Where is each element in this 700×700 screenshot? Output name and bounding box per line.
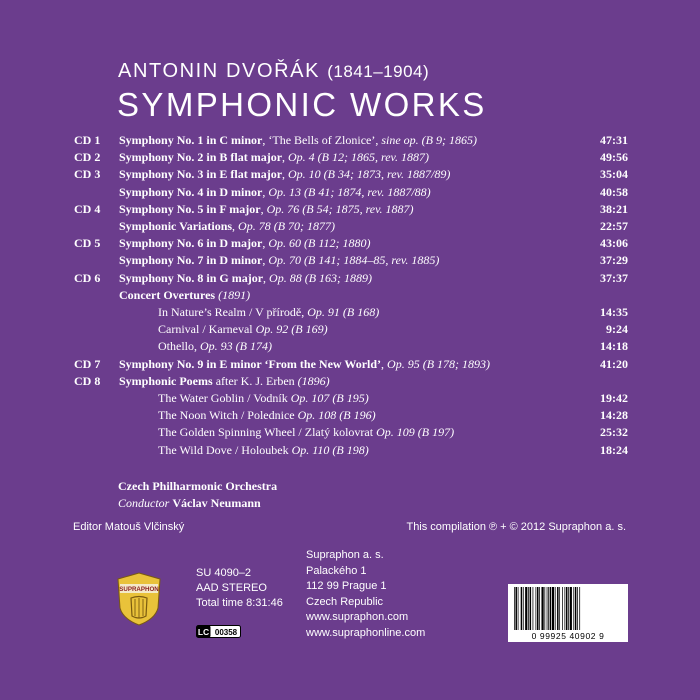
track-title-connector: , xyxy=(282,167,289,182)
track-title-line xyxy=(119,218,335,235)
track-title: The Water Goblin / Vodník xyxy=(158,391,288,405)
track-row xyxy=(74,201,628,218)
catalog-info xyxy=(196,566,283,611)
album-title: SYMPHONIC WORKS xyxy=(117,86,487,123)
track-row xyxy=(74,218,628,235)
copyright-notice: This compilation ℗ + © 2012 Supraphon a. s. xyxy=(406,521,626,533)
track-catalog-detail: Op. 93 (B 174) xyxy=(200,339,272,354)
catalog-number: SU 4090–2 xyxy=(196,567,252,579)
track-title-line xyxy=(119,270,372,287)
track-duration: 9:24 xyxy=(606,322,628,337)
track-title: Othello xyxy=(158,339,194,354)
svg-text:LC: LC xyxy=(197,627,210,637)
track-title: Symphony No. 8 in G major xyxy=(119,270,264,285)
barcode-bar xyxy=(544,587,545,630)
track-title-connector: , xyxy=(262,253,269,268)
track-title-line xyxy=(119,201,414,218)
cd-number: CD 3 xyxy=(74,167,101,182)
track-row xyxy=(74,424,628,441)
barcode-bar xyxy=(564,587,565,630)
track-duration: 38:21 xyxy=(600,201,628,216)
performer-credits xyxy=(118,478,277,512)
track-catalog-detail: Op. 107 (B 195) xyxy=(290,391,369,405)
barcode-bar xyxy=(579,587,580,630)
editor-credit: Editor Matouš Vlčinský xyxy=(73,521,185,533)
track-row xyxy=(74,270,628,287)
address-city: 112 99 Prague 1 xyxy=(306,580,387,592)
conductor-label: Conductor xyxy=(118,496,170,510)
barcode-bar xyxy=(562,587,563,630)
cd-number: CD 1 xyxy=(74,133,101,147)
track-title-line xyxy=(119,252,439,269)
track-title-line xyxy=(158,407,376,424)
track-row xyxy=(74,132,628,149)
track-catalog-detail: Op. 108 (B 196) xyxy=(297,408,376,423)
track-catalog-detail: Op. 95 (B 178; 1893) xyxy=(387,356,491,371)
barcode-bar xyxy=(570,587,572,630)
track-duration: 47:31 xyxy=(600,133,628,147)
track-title-connector: , xyxy=(301,305,308,319)
track-row xyxy=(74,252,628,269)
track-title-line xyxy=(119,356,490,373)
cd-number: CD 6 xyxy=(74,270,101,285)
website-link[interactable]: www.supraphon.com xyxy=(306,611,409,623)
barcode-bar xyxy=(518,587,519,630)
barcode-bar xyxy=(528,587,529,630)
track-title-line xyxy=(158,390,369,407)
track-title-line xyxy=(119,373,330,390)
track-title: Symphony No. 9 in E minor ‘From the New World’ xyxy=(119,356,382,371)
barcode-bar xyxy=(559,587,560,630)
barcode-bar xyxy=(530,587,531,630)
barcode-bar xyxy=(555,587,556,630)
barcode-bar xyxy=(552,587,554,630)
track-catalog-detail: Op. 110 (B 198) xyxy=(291,442,369,457)
track-title-line xyxy=(119,184,431,201)
track-catalog-detail: sine op. (B 9; 1865) xyxy=(381,133,477,147)
track-row xyxy=(74,338,628,355)
track-title-connector: , xyxy=(194,339,200,354)
track-row xyxy=(74,166,628,183)
barcode-bar xyxy=(566,587,567,630)
barcode-bar xyxy=(547,587,548,630)
track-row xyxy=(74,287,628,304)
track-row xyxy=(74,304,628,321)
barcode-bar xyxy=(539,587,540,630)
track-title: The Golden Spinning Wheel / Zlatý kolovrat xyxy=(158,425,374,440)
track-catalog-detail: Op. 4 (B 12; 1865, rev. 1887) xyxy=(288,150,429,165)
track-title-line xyxy=(158,424,454,441)
track-title-line xyxy=(119,132,477,149)
recording-format: AAD STEREO xyxy=(196,582,267,594)
barcode-bar xyxy=(515,587,516,630)
track-title: Symphonic Variations xyxy=(119,219,233,233)
track-row xyxy=(74,235,628,252)
track-title: Symphony No. 5 in F major xyxy=(119,201,261,216)
track-catalog-detail: Op. 10 (B 34; 1873, rev. 1887/89) xyxy=(288,167,451,182)
track-catalog-detail: Op. 91 (B 168) xyxy=(307,305,380,319)
track-title-connector: after K. J. Erben xyxy=(212,373,298,388)
track-catalog-detail: Op. 92 (B 169) xyxy=(255,322,328,337)
track-catalog-detail: Op. 78 (B 70; 1877) xyxy=(238,219,336,233)
conductor-name: Václav Neumann xyxy=(172,496,261,510)
track-catalog-detail: Op. 88 (B 163; 1889) xyxy=(269,270,373,285)
orchestra-name: Czech Philharmonic Orchestra xyxy=(118,479,278,493)
barcode-bar xyxy=(525,587,527,630)
barcode-bar xyxy=(537,587,538,630)
track-row xyxy=(74,184,628,201)
track-title: Symphony No. 3 in E flat major xyxy=(119,167,283,182)
conductor-line xyxy=(118,495,277,512)
publisher-name: Supraphon a. s. xyxy=(306,549,384,561)
track-catalog-detail: Op. 76 (B 54; 1875, rev. 1887) xyxy=(266,201,414,216)
website-link-online[interactable]: www.supraphonline.com xyxy=(306,626,426,639)
barcode-bar xyxy=(550,587,551,630)
track-row xyxy=(74,321,628,338)
track-title-connector: , xyxy=(260,201,267,216)
track-duration: 19:42 xyxy=(600,391,628,405)
publisher-address xyxy=(306,548,425,641)
track-duration: 14:35 xyxy=(600,305,628,319)
track-title-line xyxy=(119,235,370,252)
track-title-connector: , xyxy=(381,356,388,371)
track-title-connector: , ‘The Bells of Zlonice’, xyxy=(262,133,382,147)
track-duration: 43:06 xyxy=(600,236,628,251)
composer-years: (1841–1904) xyxy=(327,62,430,81)
track-catalog-detail: (1891) xyxy=(218,287,251,302)
track-row xyxy=(74,442,628,459)
track-row xyxy=(74,407,628,424)
track-title: The Wild Dove / Holoubek xyxy=(158,442,289,457)
track-duration: 25:32 xyxy=(600,425,628,440)
barcode-bar xyxy=(541,587,543,630)
composer-line xyxy=(118,60,429,83)
track-title: Symphony No. 1 in C minor xyxy=(119,133,263,147)
track-title-line xyxy=(119,287,250,304)
track-duration: 14:18 xyxy=(600,339,628,354)
track-title: Symphony No. 6 in D major xyxy=(119,236,263,251)
barcode-bar xyxy=(533,587,534,630)
barcode-bar xyxy=(548,587,549,630)
svg-text:00358: 00358 xyxy=(214,628,238,637)
track-title: Symphony No. 7 in D minor xyxy=(119,253,263,268)
cd-number: CD 2 xyxy=(74,150,101,165)
track-duration: 18:24 xyxy=(600,442,628,457)
track-title: Symphony No. 2 in B flat major xyxy=(119,150,283,165)
barcode xyxy=(508,584,628,642)
label-code-badge xyxy=(196,625,241,638)
track-duration: 37:37 xyxy=(600,270,628,285)
cd-number: CD 4 xyxy=(74,201,101,216)
barcode-bar xyxy=(514,587,515,630)
cd-number: CD 7 xyxy=(74,356,101,371)
track-title-connector: , xyxy=(263,270,270,285)
track-catalog-detail: Op. 60 (B 112; 1880) xyxy=(268,236,371,251)
address-country: Czech Republic xyxy=(306,595,384,608)
track-catalog-detail: (1896) xyxy=(297,373,330,388)
track-title: The Noon Witch / Polednice xyxy=(158,408,295,423)
track-title: Concert Overtures xyxy=(119,287,216,302)
barcode-bar xyxy=(536,587,537,630)
supraphon-logo xyxy=(117,572,161,626)
track-row xyxy=(74,373,628,390)
composer-name: ANTONIN DVOŘÁK xyxy=(118,60,321,82)
track-duration: 41:20 xyxy=(600,356,628,371)
track-duration: 37:29 xyxy=(600,253,628,268)
barcode-bar xyxy=(573,587,574,630)
track-title-line xyxy=(158,338,272,355)
barcode-bar xyxy=(577,587,578,630)
barcode-bar xyxy=(523,587,524,630)
address-street: Palackého 1 xyxy=(306,564,367,577)
track-title: Symphonic Poems xyxy=(119,373,213,388)
total-time: Total time 8:31:46 xyxy=(196,597,283,609)
track-duration: 22:57 xyxy=(600,219,628,233)
track-catalog-detail: Op. 70 (B 141; 1884–85, rev. 1885) xyxy=(268,253,440,268)
barcode-bars xyxy=(514,587,580,630)
track-catalog-detail: Op. 13 (B 41; 1874, rev. 1887/88) xyxy=(268,184,431,199)
cd-number: CD 8 xyxy=(74,373,101,388)
track-duration: 14:28 xyxy=(600,408,628,423)
track-title-line xyxy=(158,321,328,338)
track-catalog-detail: Op. 109 (B 197) xyxy=(376,425,455,440)
track-title-line xyxy=(119,149,429,166)
track-title-connector: , xyxy=(232,219,239,233)
barcode-bar xyxy=(575,587,576,630)
track-title-line xyxy=(119,166,450,183)
track-title-connector: , xyxy=(262,236,269,251)
svg-text:SUPRAPHON: SUPRAPHON xyxy=(119,586,159,593)
track-row xyxy=(74,149,628,166)
track-title: In Nature’s Realm / V přírodě xyxy=(158,305,302,319)
barcode-bar xyxy=(557,587,558,630)
track-row xyxy=(74,390,628,407)
track-title-line xyxy=(158,304,379,321)
track-row xyxy=(74,356,628,373)
track-title: Symphony No. 4 in D minor xyxy=(119,184,263,199)
track-title-connector: , xyxy=(282,150,289,165)
track-title-connector: , xyxy=(262,184,269,199)
track-title: Carnival / Karneval xyxy=(158,322,253,337)
track-title-line xyxy=(158,442,369,459)
track-duration: 49:56 xyxy=(600,150,628,165)
barcode-digits: 0 99925 40902 9 xyxy=(531,631,605,641)
track-duration: 35:04 xyxy=(600,167,628,182)
barcode-bar xyxy=(568,587,569,630)
cd-number: CD 5 xyxy=(74,236,101,251)
track-duration: 40:58 xyxy=(600,184,628,199)
barcode-bar xyxy=(521,587,522,630)
